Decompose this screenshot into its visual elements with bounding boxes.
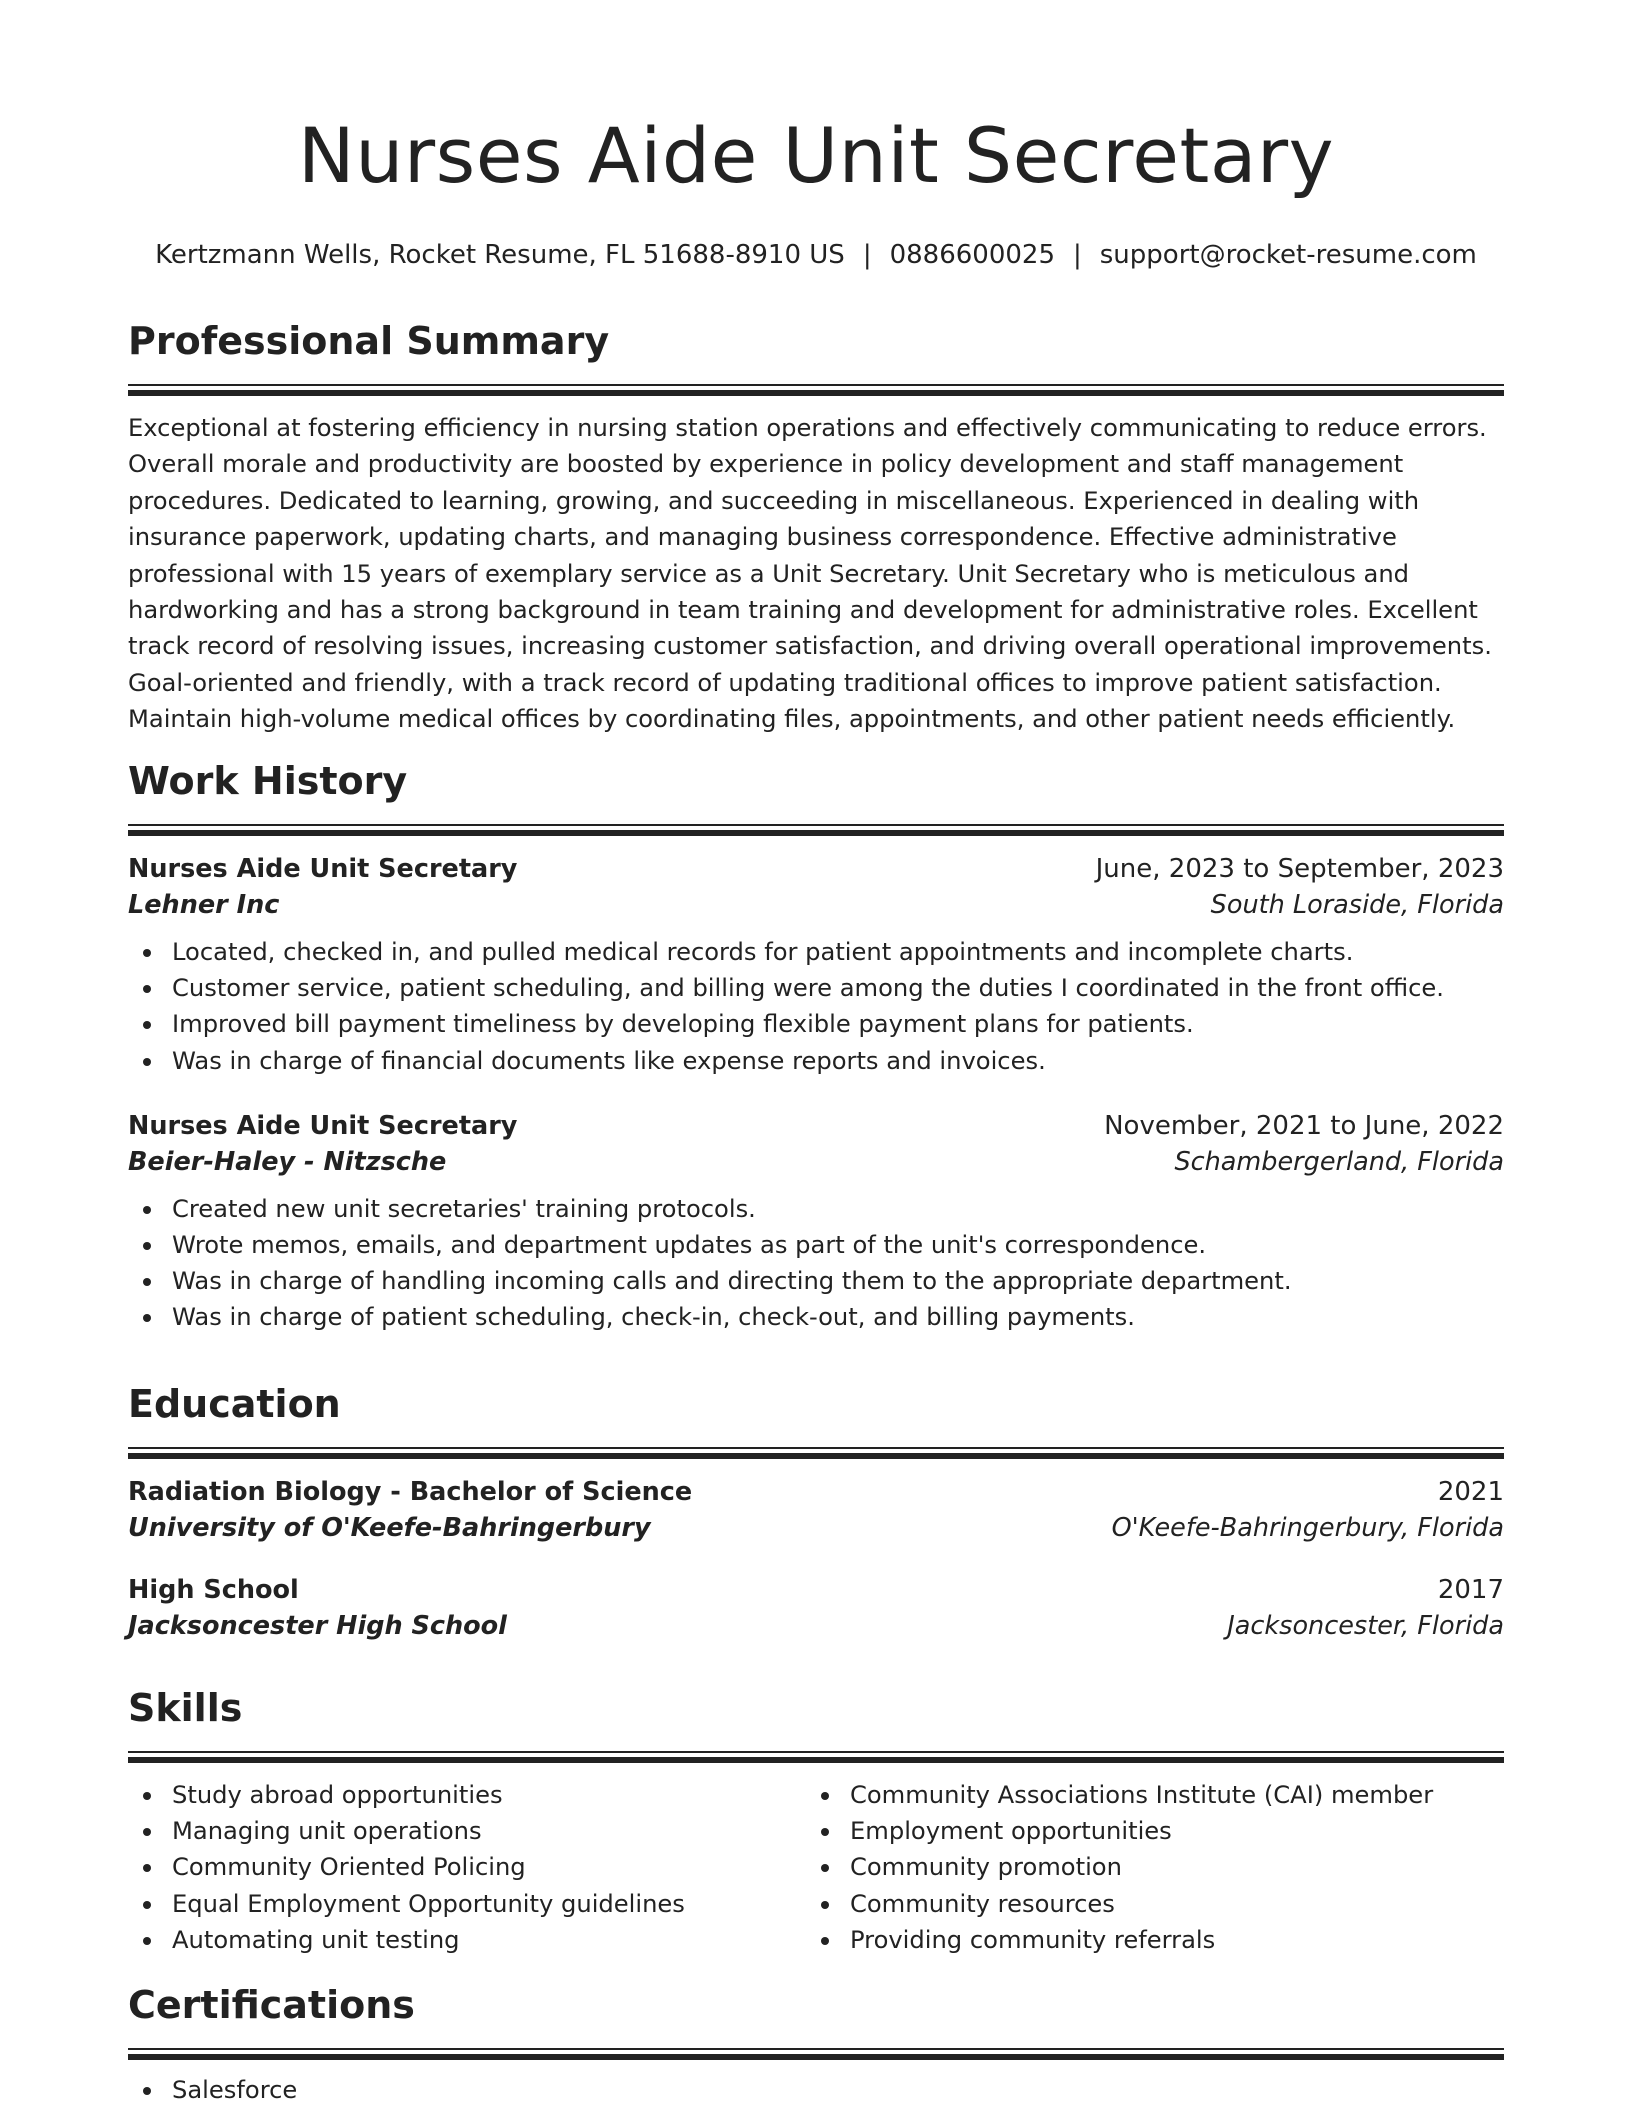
education-year: 2017 xyxy=(1437,1575,1504,1605)
education-subheader-row xyxy=(128,1513,1504,1543)
skill-item: Automating unit testing xyxy=(128,1922,806,1958)
job-dates: November, 2021 to June, 2022 xyxy=(1104,1110,1504,1141)
job-bullet: Was in charge of financial documents like expense reports and invoices. xyxy=(128,1043,1504,1079)
section-divider xyxy=(128,830,1504,836)
education-degree: Radiation Biology - Bachelor of Science xyxy=(128,1477,693,1507)
section-divider xyxy=(128,824,1504,826)
section-title-education: Education xyxy=(128,1382,341,1426)
education-entry xyxy=(128,1575,1504,1641)
certification-item: Salesforce xyxy=(128,2072,1504,2108)
section-title-skills: Skills xyxy=(128,1686,243,1730)
job-dates: June, 2023 to September, 2023 xyxy=(1095,854,1504,884)
job-title: Nurses Aide Unit Secretary xyxy=(128,854,518,884)
summary-text: Exceptional at fostering efficiency in nursing station operations and effectively communicating to reduce errors. Overall morale and productivity are boosted by experience in policy development and staff management procedures. Dedicated to learning, growing, and succeeding in miscellaneous. Experienced in dealing with insurance paperwork, updating charts, and managing business correspondence. Effective administrative professional with 15 years of exemplary service as a Unit Secretary. Unit Secretary who is meticulous and hardworking and has a strong background in team training and development for administrative roles. Excellent track record of resolving issues, increasing customer satisfaction, and driving overall operational improvements. Goal-oriented and friendly, with a track record of updating traditional offices to improve patient satisfaction. Maintain high-volume medical offices by coordinating files, appointments, and other patient needs efficiently. xyxy=(128,414,1492,734)
skill-item: Study abroad opportunities xyxy=(128,1777,806,1813)
summary-section xyxy=(128,319,1504,738)
job-location: Schambergerland, Florida xyxy=(1174,1146,1504,1177)
job-header-row xyxy=(128,854,1504,884)
job-title: Nurses Aide Unit Secretary xyxy=(128,1110,518,1141)
job-bullets xyxy=(128,1191,1504,1336)
skills-grid xyxy=(128,1777,1504,1958)
contact-phone: 0886600025 xyxy=(889,240,1055,270)
job-entry xyxy=(128,1111,1504,1336)
contact-email: support@rocket-resume.com xyxy=(1099,240,1477,270)
skills-column-right xyxy=(806,1777,1484,1958)
skill-item: Managing unit operations xyxy=(128,1813,806,1849)
education-header-row xyxy=(128,1477,1504,1507)
education-school: University of O'Keefe-Bahringerbury xyxy=(128,1513,651,1543)
education-location: Jacksoncester, Florida xyxy=(1227,1611,1504,1641)
section-divider xyxy=(128,2048,1504,2050)
certifications-section xyxy=(128,1983,1504,2108)
skill-item: Providing community referrals xyxy=(806,1922,1484,1958)
job-bullet: Improved bill payment timeliness by developing flexible payment plans for patients. xyxy=(128,1006,1504,1042)
education-section xyxy=(128,1382,1504,1641)
section-divider xyxy=(128,1453,1504,1459)
job-bullet: Wrote memos, emails, and department updates as part of the unit's correspondence. xyxy=(128,1227,1504,1263)
skill-item: Community Oriented Policing xyxy=(128,1849,806,1885)
job-bullet: Created new unit secretaries' training protocols. xyxy=(128,1191,1504,1227)
section-divider xyxy=(128,1757,1504,1763)
section-divider xyxy=(128,384,1504,386)
job-location: South Loraside, Florida xyxy=(1210,890,1504,920)
education-school: Jacksoncester High School xyxy=(128,1611,507,1641)
contact-line xyxy=(128,242,1504,268)
contact-separator: | xyxy=(862,240,872,270)
education-degree: High School xyxy=(128,1575,299,1605)
section-divider xyxy=(128,390,1504,396)
section-title-certifications: Certifications xyxy=(128,1983,415,2027)
job-bullet: Was in charge of patient scheduling, check-in, check-out, and billing payments. xyxy=(128,1299,1504,1335)
job-bullet: Was in charge of handling incoming calls and directing them to the appropriate department. xyxy=(128,1263,1504,1299)
education-header-row xyxy=(128,1575,1504,1605)
skill-item: Equal Employment Opportunity guidelines xyxy=(128,1886,806,1922)
job-company: Lehner Inc xyxy=(128,890,280,920)
job-header-row xyxy=(128,1111,1504,1141)
education-subheader-row xyxy=(128,1611,1504,1641)
candidate-name: Nurses Aide Unit Secretary xyxy=(297,111,1335,200)
section-divider xyxy=(128,2054,1504,2060)
job-bullet: Customer service, patient scheduling, and billing were among the duties I coordinated in the front office. xyxy=(128,970,1504,1006)
section-title-summary: Professional Summary xyxy=(128,319,610,363)
education-location: O'Keefe-Bahringerbury, Florida xyxy=(1111,1513,1504,1543)
job-bullets xyxy=(128,934,1504,1079)
section-divider xyxy=(128,1751,1504,1753)
certification-list xyxy=(128,2072,1504,2108)
job-subheader-row xyxy=(128,1147,1504,1177)
job-entry xyxy=(128,854,1504,1079)
skills-section xyxy=(128,1686,1504,1958)
education-year: 2021 xyxy=(1437,1477,1504,1507)
job-subheader-row xyxy=(128,890,1504,920)
skill-item: Community resources xyxy=(806,1886,1484,1922)
section-divider xyxy=(128,1447,1504,1449)
skill-item: Community Associations Institute (CAI) member xyxy=(806,1777,1484,1813)
work-history-section xyxy=(128,759,1504,1336)
skills-column-left xyxy=(128,1777,806,1958)
contact-address: Kertzmann Wells, Rocket Resume, FL 51688-8910 US xyxy=(155,240,845,270)
job-company: Beier-Haley - Nitzsche xyxy=(128,1146,447,1177)
section-title-work-history: Work History xyxy=(128,759,408,803)
contact-separator: | xyxy=(1073,240,1082,270)
skill-item: Community promotion xyxy=(806,1849,1484,1885)
skill-item: Employment opportunities xyxy=(806,1813,1484,1849)
education-entry xyxy=(128,1477,1504,1543)
job-bullet: Located, checked in, and pulled medical records for patient appointments and incomplete charts. xyxy=(128,934,1504,970)
